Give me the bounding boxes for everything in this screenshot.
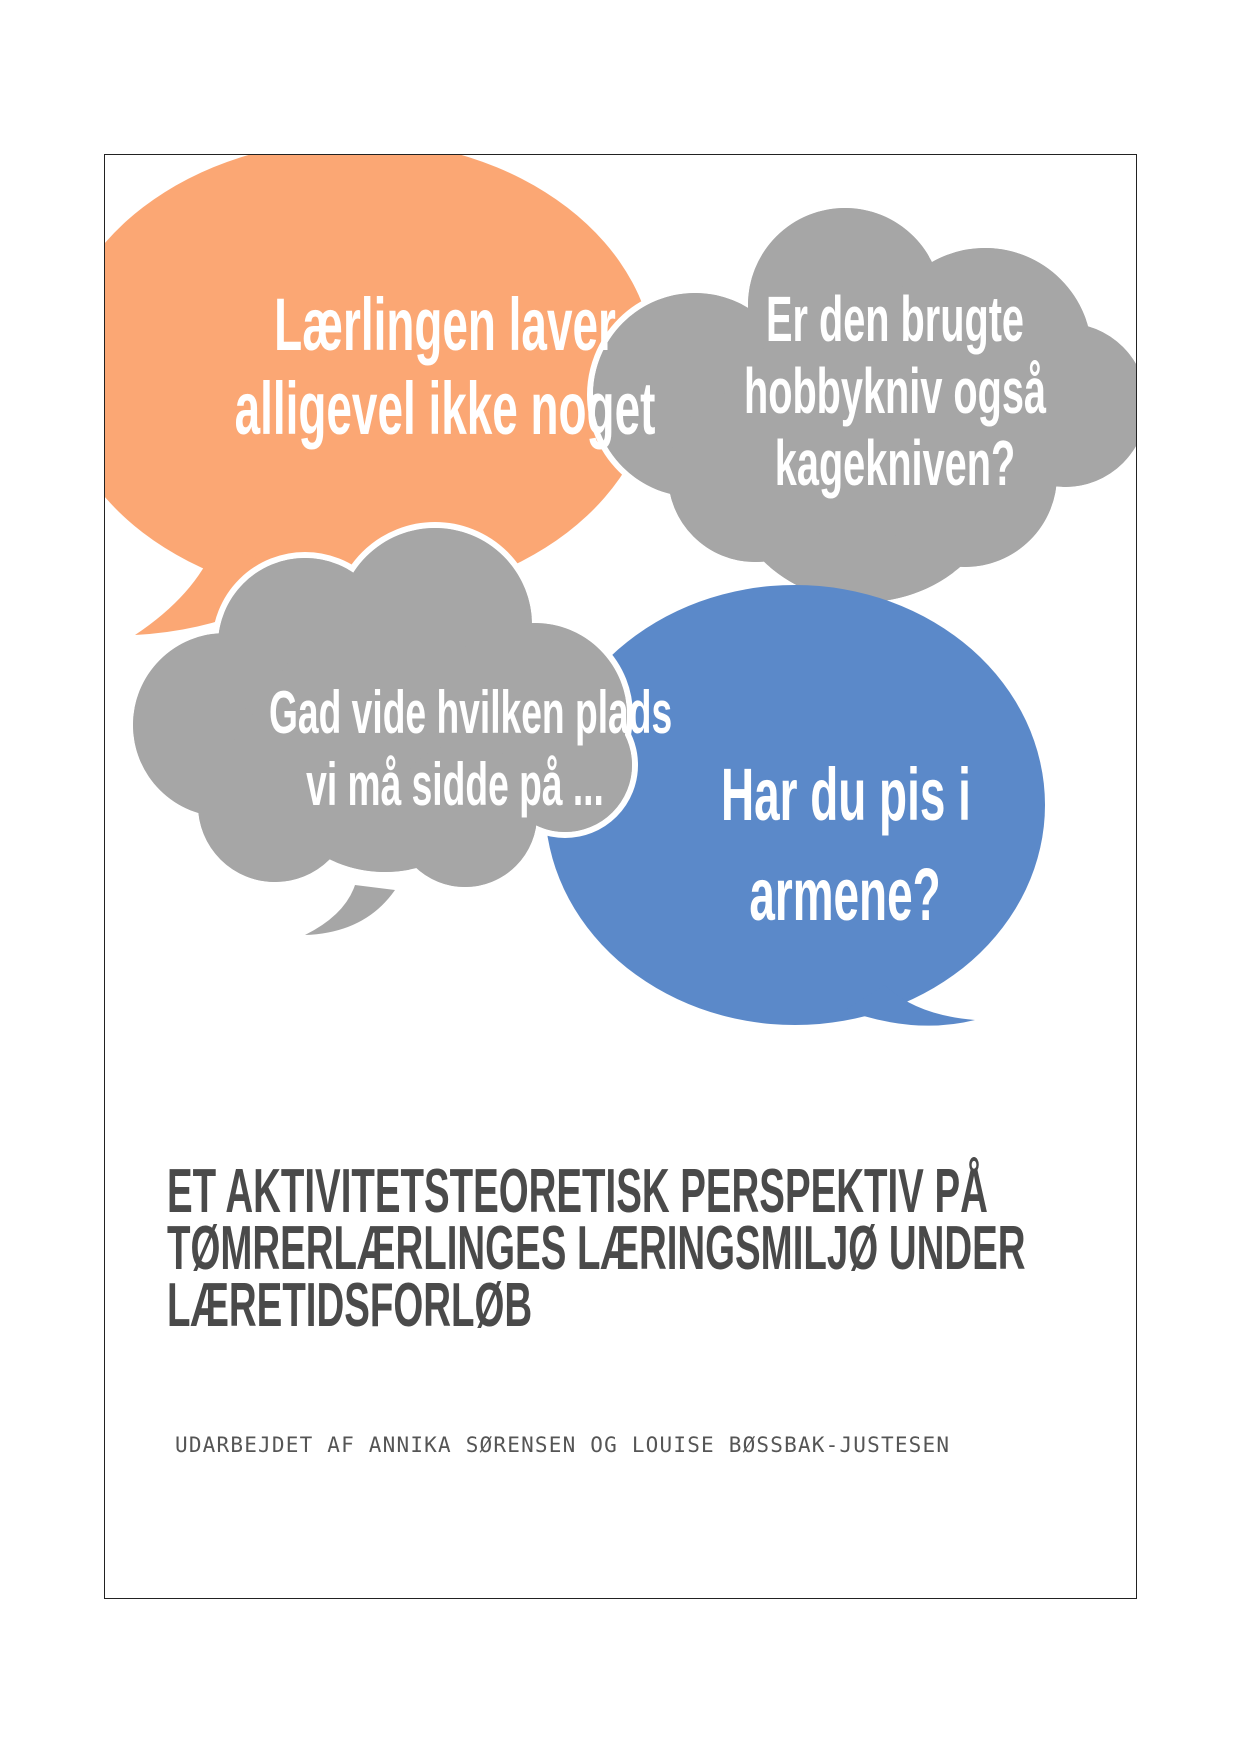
- bubble-line: Lærlingen laver: [274, 283, 616, 366]
- bubble-line: Er den brugte: [766, 283, 1024, 355]
- bubble-line: armene?: [749, 853, 941, 936]
- gray-top-bubble-text: [740, 283, 1050, 499]
- authors-line: UDARBEJDET AF ANNIKA SØRENSEN OG LOUISE BØSSBAK-JUSTESEN: [175, 1433, 951, 1457]
- document-title: [167, 1157, 1035, 1340]
- bubble-line: hobbykniv også: [743, 355, 1047, 427]
- cover-page: [104, 154, 1137, 1599]
- title-line: ET AKTIVITETSTEORETISK PERSPEKTIV PÅ: [167, 1157, 988, 1226]
- bubble-line: Gad vide hvilken plads: [269, 679, 673, 746]
- bubble-line: alligevel ikke noget: [234, 367, 656, 450]
- bubble-line: kagekniven?: [774, 427, 1016, 499]
- title-line: TØMRERLÆRLINGES LÆRINGSMILJØ UNDER: [167, 1214, 1026, 1283]
- bubble-line: vi må sidde på ...: [306, 751, 604, 818]
- gray-mid-bubble-text: [269, 677, 673, 821]
- orange-bubble-text: [222, 283, 668, 451]
- bubble-line: Har du pis i: [721, 753, 971, 836]
- title-line: LÆRETIDSFORLØB: [167, 1271, 533, 1340]
- blue-bubble-text: [721, 745, 969, 945]
